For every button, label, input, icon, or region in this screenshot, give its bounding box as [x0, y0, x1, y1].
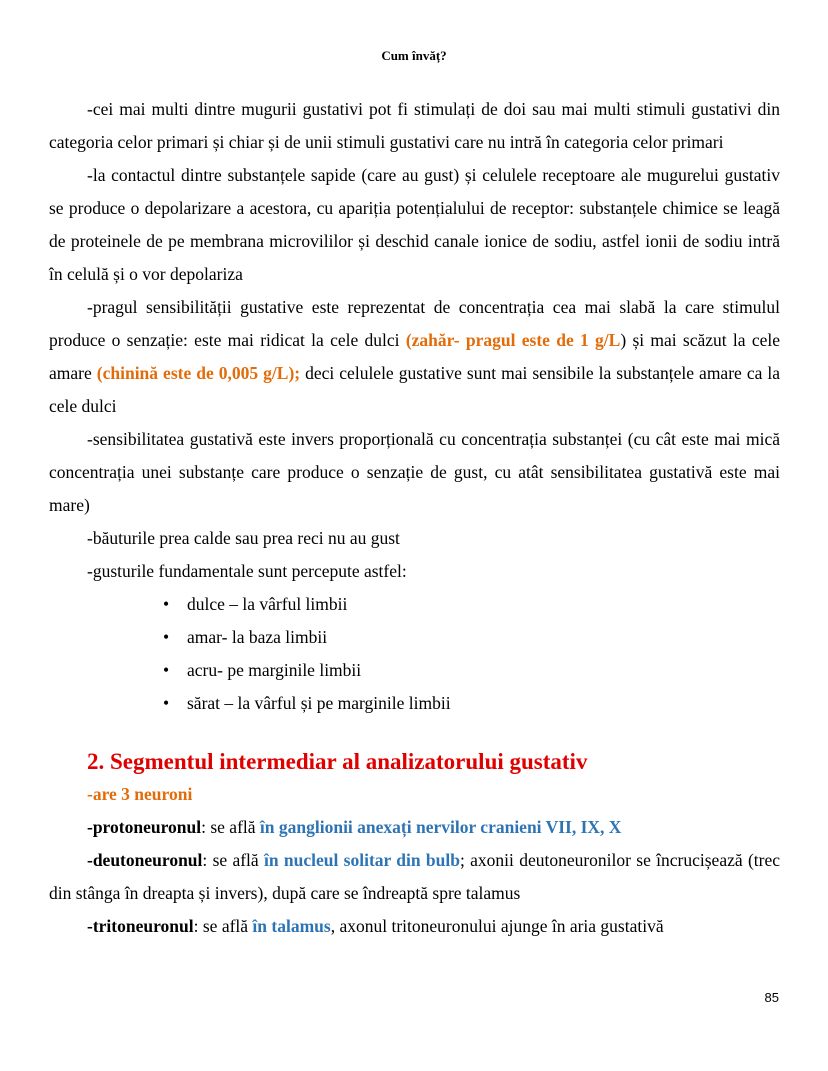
tritoneuron-location: în talamus: [252, 916, 331, 936]
neurons-count: -are 3 neuroni: [87, 784, 193, 804]
deutoneuron-location: în nucleul solitar din bulb: [264, 850, 460, 870]
list-item: • acru- pe marginile limbii: [187, 654, 780, 687]
deutoneuron-paragraph: -deutoneuronul: se află în nucleul solitar din bulb; axonii deutoneuronilor se încrucișează (trec din stânga în dreapta și invers), după care se îndreaptă spre talamus: [49, 850, 780, 903]
paragraph-fundamental-tastes: -gusturile fundamentale sunt percepute astfel:: [87, 561, 407, 581]
bullet-icon: •: [163, 627, 170, 647]
protoneuron-location: în ganglionii anexați nervilor cranieni VII, IX, X: [259, 817, 622, 837]
protoneuron-label: -protoneuronul: [87, 817, 202, 837]
threshold-text-3: deci celulele gustative sunt mai sensibile la substanțele amare ca la cele dulci: [49, 363, 780, 416]
protoneuron-paragraph: -protoneuronul: se află în ganglionii anexați nervilor cranieni VII, IX, X: [87, 817, 622, 837]
threshold-quinine: (chinină este de 0,005 g/L);: [96, 363, 301, 383]
page-number: 85: [764, 990, 779, 1005]
threshold-text-2: ) și mai scăzut la cele amare: [49, 330, 781, 383]
deutoneuron-label: -deutoneuronul: [87, 850, 203, 870]
tastes-list: [49, 588, 780, 720]
paragraph-taste-buds: -cei mai multi dintre mugurii gustativi pot fi stimulați de doi sau mai multi stimuli gustativi din categoria celor primari și chiar și de unii stimuli gustativi care nu intră în categoria celor primari: [49, 99, 780, 152]
paragraph-depolarization: -la contactul dintre substanțele sapide (care au gust) și celulele receptoare ale mugurelui gustativ se produce o depolarizare a acestora, cu apariția potențialului de receptor: substanțele chimice se leagă de proteinele de pe membrana microvililor și deschid canale ionice de sodiu, astfel ionii de sodiu intră în celulă și o vor depolariza: [49, 165, 780, 284]
paragraph-drinks: -băuturile prea calde sau prea reci nu au gust: [87, 528, 400, 548]
list-item: • dulce – la vârful limbii: [187, 588, 780, 621]
paragraph-threshold: [49, 291, 780, 423]
paragraph-sensitivity: -sensibilitatea gustativă este invers proporțională cu concentrația substanței (cu cât este mai mică concentrația unei substanțe care produce o senzație de gust, cu atât sensibilitatea gustativă este mai mare): [49, 429, 780, 515]
threshold-text-1: -pragul sensibilității gustative este reprezentat de concentrația cea mai slabă la care stimulul produce o senzație: este mai ridicat la cele dulci: [49, 297, 780, 350]
page-body: [49, 93, 780, 943]
list-item: • amar- la baza limbii: [187, 621, 780, 654]
bullet-icon: •: [163, 660, 170, 680]
page-header: Cum învăț?: [381, 48, 447, 63]
bullet-icon: •: [163, 693, 170, 713]
tritoneuron-paragraph: -tritoneuronul: se află în talamus, axonul tritoneuronului ajunge în aria gustativă: [87, 916, 664, 936]
bullet-icon: •: [163, 594, 170, 614]
list-item: • sărat – la vârful și pe marginile limbii: [187, 687, 780, 720]
section-heading: 2. Segmentul intermediar al analizatorului gustativ: [87, 749, 588, 774]
threshold-sugar: (zahăr- pragul este de 1 g/L: [405, 330, 621, 350]
tritoneuron-label: -tritoneuronul: [87, 916, 194, 936]
